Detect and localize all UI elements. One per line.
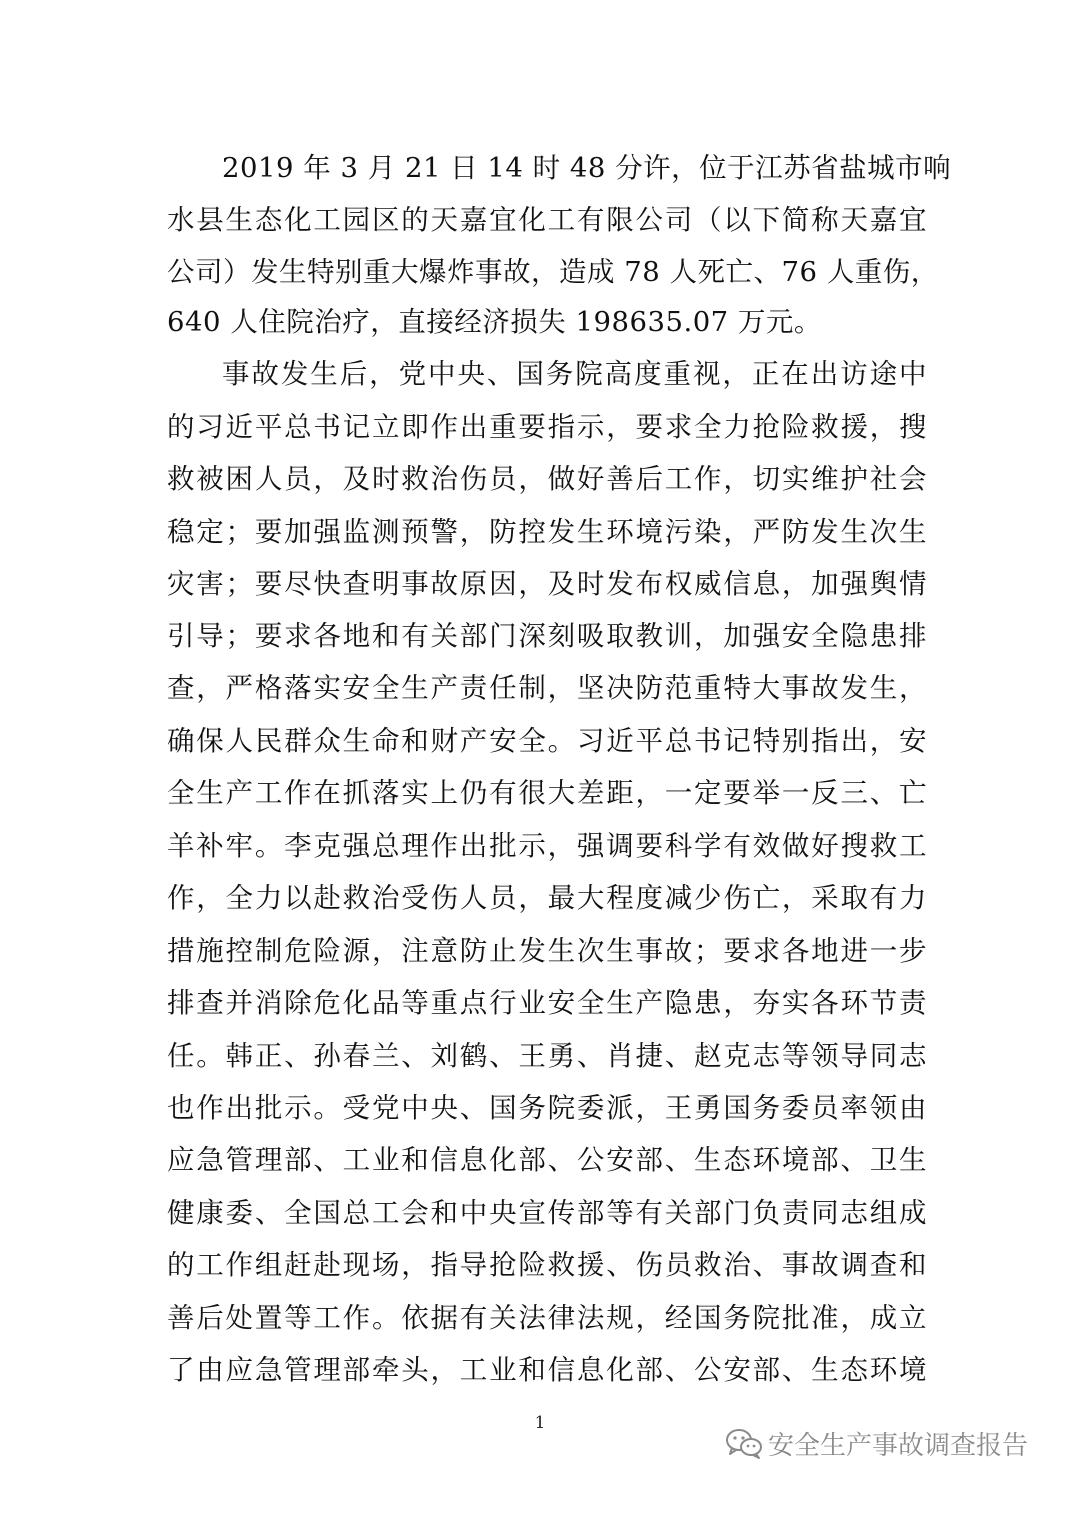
paragraph-line: 措施控制危险源，注意防止发生次生事故；要求各地进一步	[167, 935, 927, 967]
paragraph-line: 也作出批示。受党中央、国务院委派，王勇国务委员率领由	[167, 1092, 927, 1124]
paragraph-line: 全生产工作在抓落实上仍有很大差距，一定要举一反三、亡	[167, 777, 927, 809]
paragraph-line: 任。韩正、孙春兰、刘鹤、王勇、肖捷、赵克志等领导同志	[167, 1040, 927, 1072]
paragraph-line: 引导；要求各地和有关部门深刻吸取教训，加强安全隐患排	[167, 620, 927, 652]
paragraph-line: 2019 年 3 月 21 日 14 时 48 分许，位于江苏省盐城市响	[222, 152, 952, 184]
paragraph-line: 了由应急管理部牵头，工业和信息化部、公安部、生态环境	[167, 1354, 927, 1386]
paragraph-line: 善后处置等工作。依据有关法律法规，经国务院批准，成立	[167, 1302, 927, 1334]
paragraph-line: 救被困人员，及时救治伤员，做好善后工作，切实维护社会	[167, 463, 927, 495]
page-number: 1	[534, 1413, 546, 1433]
paragraph-line: 羊补牢。李克强总理作出批示，强调要科学有效做好搜救工	[167, 830, 927, 862]
paragraph-line: 水县生态化工园区的天嘉宜化工有限公司（以下简称天嘉宜	[167, 204, 927, 236]
paragraph-line: 的习近平总书记立即作出重要指示，要求全力抢险救援，搜	[167, 411, 927, 443]
paragraph-line: 作，全力以赴救治受伤人员，最大程度减少伤亡，采取有力	[167, 882, 927, 914]
paragraph-line: 确保人民群众生命和财产安全。习近平总书记特别指出，安	[167, 725, 927, 757]
paragraph-line: 的工作组赶赴现场，指导抢险救援、伤员救治、事故调查和	[167, 1249, 927, 1281]
paragraph-line: 排查并消除危化品等重点行业安全生产隐患，夯实各环节责	[167, 987, 927, 1019]
paragraph-line: 稳定；要加强监测预警，防控发生环境污染，严防发生次生	[167, 516, 927, 548]
paragraph-line: 640 人住院治疗，直接经济损失 198635.07 万元。	[167, 306, 822, 338]
paragraph-line: 健康委、全国总工会和中央宣传部等有关部门负责同志组成	[167, 1197, 927, 1229]
paragraph-line: 公司）发生特别重大爆炸事故，造成 78 人死亡、76 人重伤，	[167, 256, 939, 288]
paragraph-line: 灾害；要尽快查明事故原因，及时发布权威信息，加强舆情	[167, 568, 927, 600]
paragraph-line: 应急管理部、工业和信息化部、公安部、生态环境部、卫生	[167, 1144, 927, 1176]
wechat-icon	[724, 1427, 764, 1459]
watermark-text: 安全生产事故调查报告	[768, 1430, 1029, 1461]
paragraph-line: 查，严格落实安全生产责任制，坚决防范重特大事故发生，	[167, 672, 927, 704]
watermark	[724, 1423, 1028, 1463]
paragraph-line: 事故发生后，党中央、国务院高度重视，正在出访途中	[222, 358, 927, 390]
